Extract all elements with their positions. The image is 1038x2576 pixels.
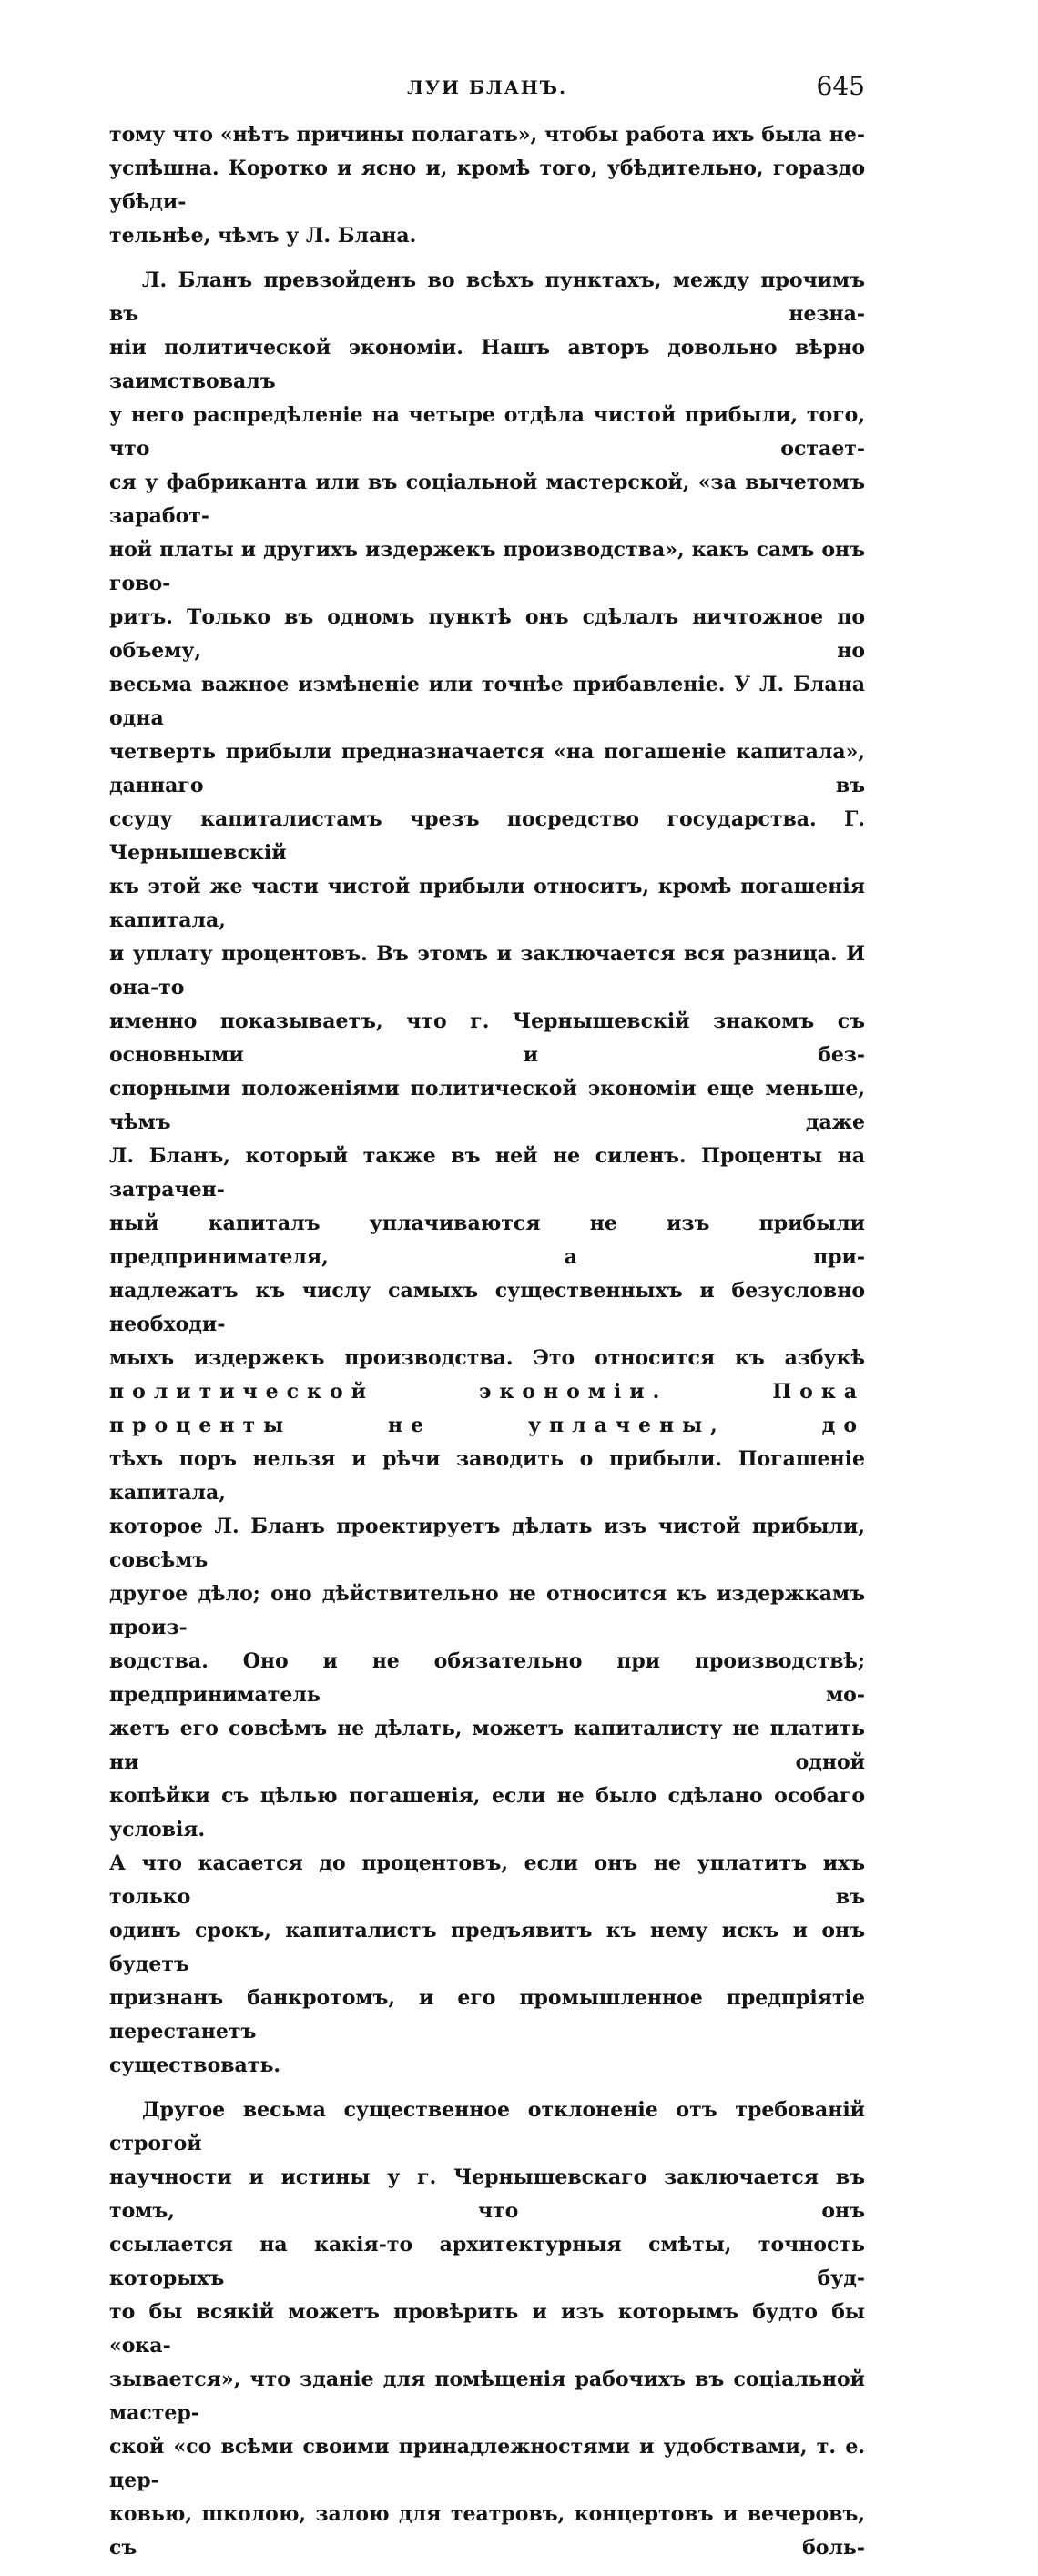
text-line: четверть прибыли предназначается «на погашеніе капитала», даннаго въ: [109, 740, 865, 797]
text-line: ніи политической экономіи. Нашъ авторъ довольно вѣрно заимствовалъ: [109, 336, 865, 393]
text-line: которое Л. Бланъ проектируетъ дѣлать изъ чистой прибыли, совсѣмъ: [109, 1515, 865, 1572]
text-line: ной платы и другихъ издержекъ производства», какъ самъ онъ гово-: [109, 538, 865, 595]
text-line: мыхъ издержекъ производства. Это относится къ азбукѣ: [109, 1346, 865, 1370]
text-line: ссуду капиталистамъ чрезъ посредство государства. Г. Чернышевскій: [109, 807, 865, 865]
paragraph-2: [109, 264, 865, 2083]
text-line: копѣйки съ цѣлью погашенія, если не было сдѣлано особаго условія.: [109, 1784, 865, 1841]
text-line: тельнѣе, чѣмъ у Л. Блана.: [109, 224, 417, 248]
text-line: надлежатъ къ числу самыхъ существенныхъ и безусловно необходи-: [109, 1279, 865, 1336]
text-line: тому что «нѣтъ причины полагать», чтобы работа ихъ была не-: [109, 123, 865, 147]
page-number: 645: [816, 71, 865, 101]
text-line: жетъ его совсѣмъ не дѣлать, можетъ капиталисту не платить ни одной: [109, 1717, 865, 1774]
book-page: [109, 71, 865, 2576]
text-line: существовать.: [109, 2054, 281, 2077]
text-line: научности и истины у г. Чернышевскаго заключается въ томъ, что онъ: [109, 2165, 865, 2223]
text-line: успѣшна. Коротко и ясно и, кромѣ того, убѣдительно, гораздо убѣди-: [109, 157, 865, 214]
text-line: ный капиталъ уплачиваются не изъ прибыли предпринимателя, а при-: [109, 1212, 865, 1269]
running-head: ЛУИ БЛАНЪ.: [407, 76, 567, 98]
text-line: ссылается на какія-то архитектурныя смѣты, точность которыхъ буд-: [109, 2233, 865, 2290]
text-line: Другое весьма существенное отклоненіе отъ требованій строгой: [109, 2098, 865, 2155]
text-line: тѣхъ поръ нельзя и рѣчи заводить о прибыли. Погашеніе капитала,: [109, 1447, 865, 1505]
page-header: [109, 71, 865, 118]
text-line: ской «со всѣми своими принадлежностями и удобствами, т. е. цер-: [109, 2435, 865, 2492]
text-line: признанъ банкротомъ, и его промышленное предпріятіе перестанетъ: [109, 1986, 865, 2044]
text-line: политической экономіи. Пока проценты не уплачены, до: [109, 1380, 865, 1437]
text-line: ся у фабриканта или въ соціальной мастерской, «за вычетомъ заработ-: [109, 471, 865, 528]
text-line: спорными положеніями политической экономіи еще меньше, чѣмъ даже: [109, 1077, 865, 1134]
text-line: водства. Оно и не обязательно при производствѣ; предприниматель мо-: [109, 1649, 865, 1707]
text-line: А что касается до процентовъ, если онъ не уплатитъ ихъ только въ: [109, 1851, 865, 1909]
paragraph-1: [109, 118, 865, 253]
text-line: и уплату процентовъ. Въ этомъ и заключается вся разница. И она-то: [109, 942, 865, 999]
text-line: Л. Бланъ, который также въ ней не силенъ. Проценты на затрачен-: [109, 1144, 865, 1202]
text-line: зывается», что зданіе для помѣщенія рабочихъ въ соціальной мастер-: [109, 2368, 865, 2425]
text-line: къ этой же части чистой прибыли относитъ, кромѣ погашенія капитала,: [109, 875, 865, 932]
text-line: другое дѣло; оно дѣйствительно не относится къ издержкамъ произ-: [109, 1582, 865, 1639]
text-line: Л. Бланъ превзойденъ во всѣхъ пунктахъ, между прочимъ въ незна-: [109, 269, 865, 326]
text-line: то бы всякій можетъ провѣрить и изъ которымъ будто бы «ока-: [109, 2300, 865, 2358]
text-line: ритъ. Только въ одномъ пунктѣ онъ сдѣлалъ ничтожное по объему, но: [109, 605, 865, 663]
text-line: весьма важное измѣненіе или точнѣе прибавленіе. У Л. Блана одна: [109, 673, 865, 730]
paragraph-3: [109, 2094, 865, 2565]
text-line: у него распредѣленіе на четыре отдѣла чистой прибыли, того, что остает-: [109, 403, 865, 461]
text-line: ковью, школою, залою для театровъ, концертовъ и вечеровъ, съ боль-: [109, 2502, 865, 2560]
text-line: одинъ срокъ, капиталистъ предъявитъ къ нему искъ и онъ будетъ: [109, 1919, 865, 1976]
text-line: именно показываетъ, что г. Чернышевскій знакомъ съ основными и без-: [109, 1009, 865, 1067]
